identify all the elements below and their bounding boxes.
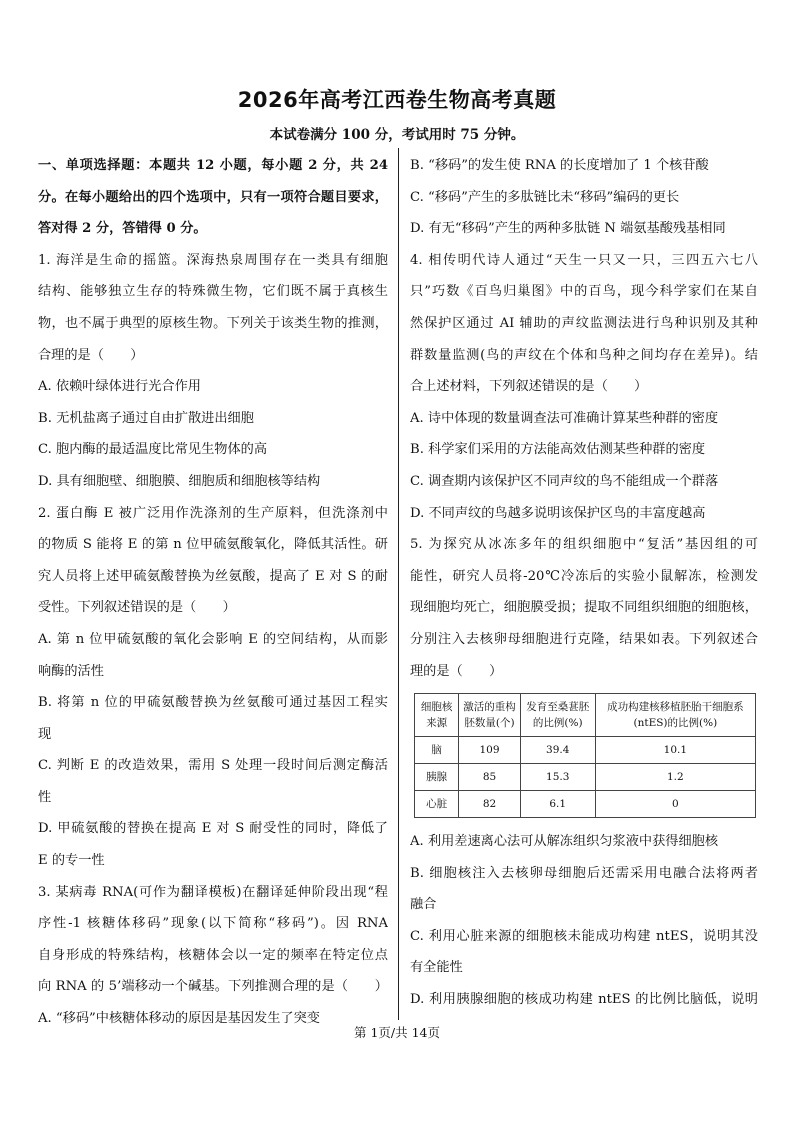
question-2-line: 究人员将上述甲硫氨酸替换为丝氨酸，提高了 E 对 S 的耐 — [38, 568, 388, 584]
table-cell: 1.2 — [595, 764, 755, 791]
question-5-line: 分别注入去核卵母细胞进行克隆，结果如表。下列叙述合 — [410, 631, 758, 647]
left-column — [38, 150, 388, 1035]
question-3-line: 自身形成的特殊结构，核糖体会以一定的频率在特定位点 — [38, 947, 388, 963]
table-cell: 109 — [459, 737, 520, 764]
question-5-line: 能性，研究人员将-20℃冷冻后的实验小鼠解冻，检测发 — [410, 568, 758, 584]
question-5-line: 理的是（ ） — [410, 663, 503, 679]
table-cell: 脑 — [415, 737, 459, 764]
q1-option-c: C. 胞内酶的最适温度比常见生物体的高 — [38, 442, 268, 458]
question-3-line: 3. 某病毒 RNA(可作为翻译模板)在翻译延伸阶段出现“程 — [38, 884, 388, 900]
question-4-line: 合上述材料，下列叙述错误的是（ ） — [410, 379, 648, 395]
q4-option-a: A. 诗中体现的数量调查法可准确计算某些种群的密度 — [410, 410, 719, 426]
table-cell: 胰腺 — [415, 764, 459, 791]
question-1-line: 1. 海洋是生命的摇篮。深海热泉周围存在一类具有细胞 — [38, 252, 388, 268]
q5-option-d: D. 利用胰腺细胞的核成功构建 ntES 的比例比脑低，说明 — [410, 992, 758, 1008]
column-divider — [398, 148, 399, 1020]
table-cell: 6.1 — [520, 791, 595, 818]
table-cell: 15.3 — [520, 764, 595, 791]
table-cell: 10.1 — [595, 737, 755, 764]
q4-option-c: C. 调查期内该保护区不同声纹的鸟不能组成一个群落 — [410, 473, 719, 489]
page-title: 2026年高考江西卷生物高考真题 — [237, 88, 557, 112]
q2-option-d: D. 甲硫氨酸的替换在提高 E 对 S 耐受性的同时，降低了 — [38, 821, 388, 837]
q3-option-c: C. “移码”产生的多肽链比未“移码”编码的更长 — [410, 189, 680, 205]
question-1-line: 合理的是（ ） — [38, 347, 144, 363]
q2-option-b-cont: 现 — [38, 726, 52, 742]
question-3-line: 向 RNA 的 5’端移动一个碱基。下列推测合理的是（ ） — [38, 979, 388, 995]
question-2-line: 受性。下列叙述错误的是（ ） — [38, 600, 236, 616]
q2-option-b: B. 将第 n 位的甲硫氨酸替换为丝氨酸可通过基因工程实 — [38, 695, 388, 711]
table-row — [415, 764, 756, 791]
question-3-line: 序性-1 核糖体移码”现象(以下简称“移码”)。因 RNA — [38, 916, 388, 932]
question-2-line: 2. 蛋白酶 E 被广泛用作洗涤剂的生产原料，但洗涤剂中 — [38, 505, 388, 521]
section-heading-line: 分。在每小题给出的四个选项中，只有一项符合题目要求， — [38, 189, 388, 205]
table-header-cell: 细胞核来源 — [415, 694, 459, 737]
q2-option-c: C. 判断 E 的改造效果，需用 S 处理一段时间后测定酶活 — [38, 758, 388, 774]
q5-option-b-cont: 融合 — [410, 897, 437, 913]
table-row — [415, 737, 756, 764]
question-1-line: 结构、能够独立生存的特殊微生物，它们既不属于真核生 — [38, 284, 388, 300]
results-table — [414, 693, 756, 818]
q5-option-c-cont: 有全能性 — [410, 960, 463, 976]
exam-instructions: 本试卷满分 100 分，考试用时 75 分钟。 — [269, 127, 525, 143]
q1-option-a: A. 依赖叶绿体进行光合作用 — [38, 379, 201, 395]
table-header-cell: 发育至桑葚胚的比例(%) — [520, 694, 595, 737]
table-header-cell: 激活的重构胚数量(个) — [459, 694, 520, 737]
q1-option-d: D. 具有细胞壁、细胞膜、细胞质和细胞核等结构 — [38, 473, 321, 489]
question-5-line: 现细胞均死亡，细胞膜受损；提取不同组织细胞的细胞核， — [410, 600, 758, 616]
question-4-line: 群数量监测(鸟的声纹在个体和鸟种之间均存在差异)。结 — [410, 347, 758, 363]
page-number: 第 1页/共 14页 — [353, 1025, 441, 1040]
table-header-row — [415, 694, 756, 737]
question-4-line: 然保护区通过 AI 辅助的声纹监测法进行鸟种识别及其种 — [410, 315, 758, 331]
q3-option-b: B. “移码”的发生使 RNA 的长度增加了 1 个核苷酸 — [410, 158, 709, 173]
q2-option-d-cont: E 的专一性 — [38, 853, 105, 869]
q2-option-a: A. 第 n 位甲硫氨酸的氧化会影响 E 的空间结构，从而影 — [38, 631, 388, 647]
section-heading-line: 一、单项选择题：本题共 12 小题，每小题 2 分，共 24 — [38, 158, 388, 173]
q4-option-b: B. 科学家们采用的方法能高效估测某些种群的密度 — [410, 442, 706, 458]
question-4-line: 4. 相传明代诗人通过“天生一只又一只，三四五六七八 — [410, 252, 758, 268]
q2-option-a-cont: 响酶的活性 — [38, 663, 104, 679]
q3-option-d: D. 有无“移码”产生的两种多肽链 N 端氨基酸残基相同 — [410, 221, 726, 237]
question-2-line: 的物质 S 能将 E 的第 n 位甲硫氨酸氧化，降低其活性。研 — [38, 537, 388, 553]
table-cell: 0 — [595, 791, 755, 818]
q3-option-a: A. “移码”中核糖体移动的原因是基因发生了突变 — [38, 1011, 320, 1027]
section-heading-line: 答对得 2 分，答错得 0 分。 — [38, 221, 207, 237]
table-cell: 82 — [459, 791, 520, 818]
q4-option-d: D. 不同声纹的鸟越多说明该保护区鸟的丰富度越高 — [410, 505, 706, 521]
table-header-cell: 成功构建核移植胚胎干细胞系(ntES)的比例(%) — [595, 694, 755, 737]
question-5-line: 5. 为探究从冰冻多年的组织细胞中“复活”基因组的可 — [410, 537, 758, 553]
question-4-line: 只”巧数《百鸟归巢图》中的百鸟，现今科学家们在某自 — [410, 284, 758, 300]
q5-option-a: A. 利用差速离心法可从解冻组织匀浆液中获得细胞核 — [410, 834, 719, 850]
right-column — [410, 150, 758, 1016]
q2-option-c-cont: 性 — [38, 789, 52, 805]
table-cell: 心脏 — [415, 791, 459, 818]
question-1-line: 物，也不属于典型的原核生物。下列关于该类生物的推测， — [38, 315, 388, 331]
q5-option-c: C. 利用心脏来源的细胞核未能成功构建 ntES，说明其没 — [410, 928, 758, 944]
table-row — [415, 791, 756, 818]
table-cell: 39.4 — [520, 737, 595, 764]
table-cell: 85 — [459, 764, 520, 791]
q1-option-b: B. 无机盐离子通过自由扩散进出细胞 — [38, 410, 254, 426]
q5-option-b: B. 细胞核注入去核卵母细胞后还需采用电融合法将两者 — [410, 865, 758, 881]
